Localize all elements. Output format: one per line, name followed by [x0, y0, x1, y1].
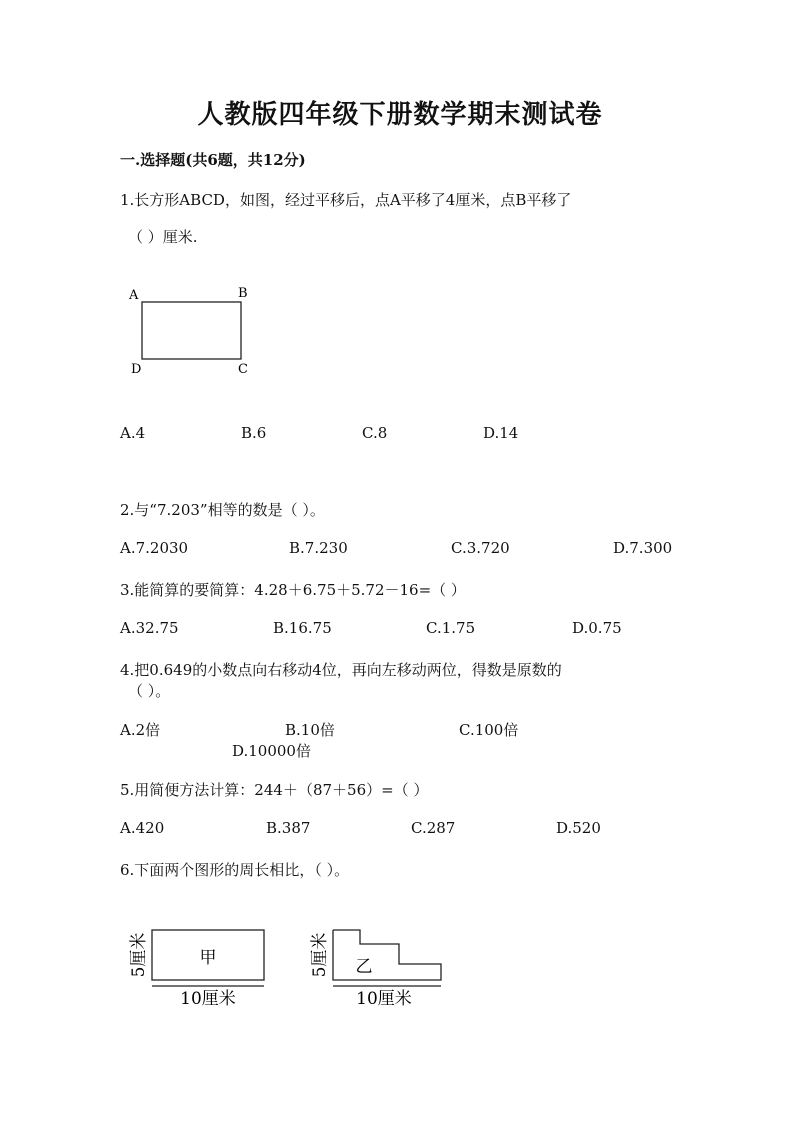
- question-1-text: 1.长方形ABCD，如图，经过平移后，点A平移了4厘米，点B平移了: [120, 191, 572, 209]
- q2-option-d: D.7.300: [613, 539, 673, 557]
- rectangle-abcd-figure: [120, 280, 270, 380]
- shape-yi-label: 乙: [355, 957, 373, 977]
- q5-option-b: B.387: [266, 819, 311, 837]
- question-3-text: 3.能简算的要简算：4.28＋6.75＋5.72－16=（ ）: [120, 581, 466, 599]
- shape-yi-height-label: 5厘米: [310, 932, 330, 978]
- q3-option-d: D.0.75: [572, 619, 622, 637]
- section-heading: 一.选择题(共6题，共12分): [120, 151, 306, 169]
- question-4-text: 4.把0.649的小数点向右移动4位，再向左移动两位，得数是原数的: [120, 661, 562, 679]
- q1-option-a: A.4: [120, 424, 146, 442]
- q5-option-d: D.520: [556, 819, 601, 837]
- q4-option-a: A.2倍: [120, 721, 161, 739]
- question-5-text: 5.用简便方法计算：244＋（87＋56）=（ ）: [120, 781, 429, 799]
- label-a: A: [129, 288, 139, 303]
- q1-option-c: C.8: [362, 424, 388, 442]
- shape-jia-label: 甲: [199, 948, 217, 968]
- question-4-text-cont: （ ）。: [128, 682, 171, 700]
- shape-yi-width-label: 10厘米: [356, 989, 412, 1009]
- q4-option-b: B.10倍: [285, 721, 335, 739]
- q5-option-c: C.287: [411, 819, 456, 837]
- perimeter-comparison-figure: [120, 920, 460, 1015]
- label-c: C: [238, 362, 248, 377]
- page-title: 人教版四年级下册数学期末测试卷: [197, 100, 603, 130]
- shape-jia-height-label: 5厘米: [129, 932, 149, 978]
- shape-jia-width-label: 10厘米: [180, 989, 236, 1009]
- q2-option-b: B.7.230: [289, 539, 348, 557]
- question-1-text-cont: （ ）厘米.: [128, 228, 198, 246]
- q1-option-b: B.6: [241, 424, 267, 442]
- question-2-text: 2.与“7.203”相等的数是（ ）。: [120, 501, 325, 519]
- shape-yi-stepped: [333, 930, 441, 980]
- q2-option-c: C.3.720: [451, 539, 510, 557]
- rectangle-shape: [142, 302, 241, 359]
- q4-option-d: D.10000倍: [232, 742, 311, 760]
- label-d: D: [131, 362, 142, 377]
- question-6-text: 6.下面两个图形的周长相比，（ ）。: [120, 861, 350, 879]
- q5-option-a: A.420: [120, 819, 165, 837]
- q1-option-d: D.14: [483, 424, 519, 442]
- label-b: B: [238, 286, 248, 301]
- q3-option-b: B.16.75: [273, 619, 332, 637]
- q3-option-c: C.1.75: [426, 619, 476, 637]
- q4-option-c: C.100倍: [459, 721, 519, 739]
- q3-option-a: A.32.75: [120, 619, 179, 637]
- q2-option-a: A.7.2030: [120, 539, 189, 557]
